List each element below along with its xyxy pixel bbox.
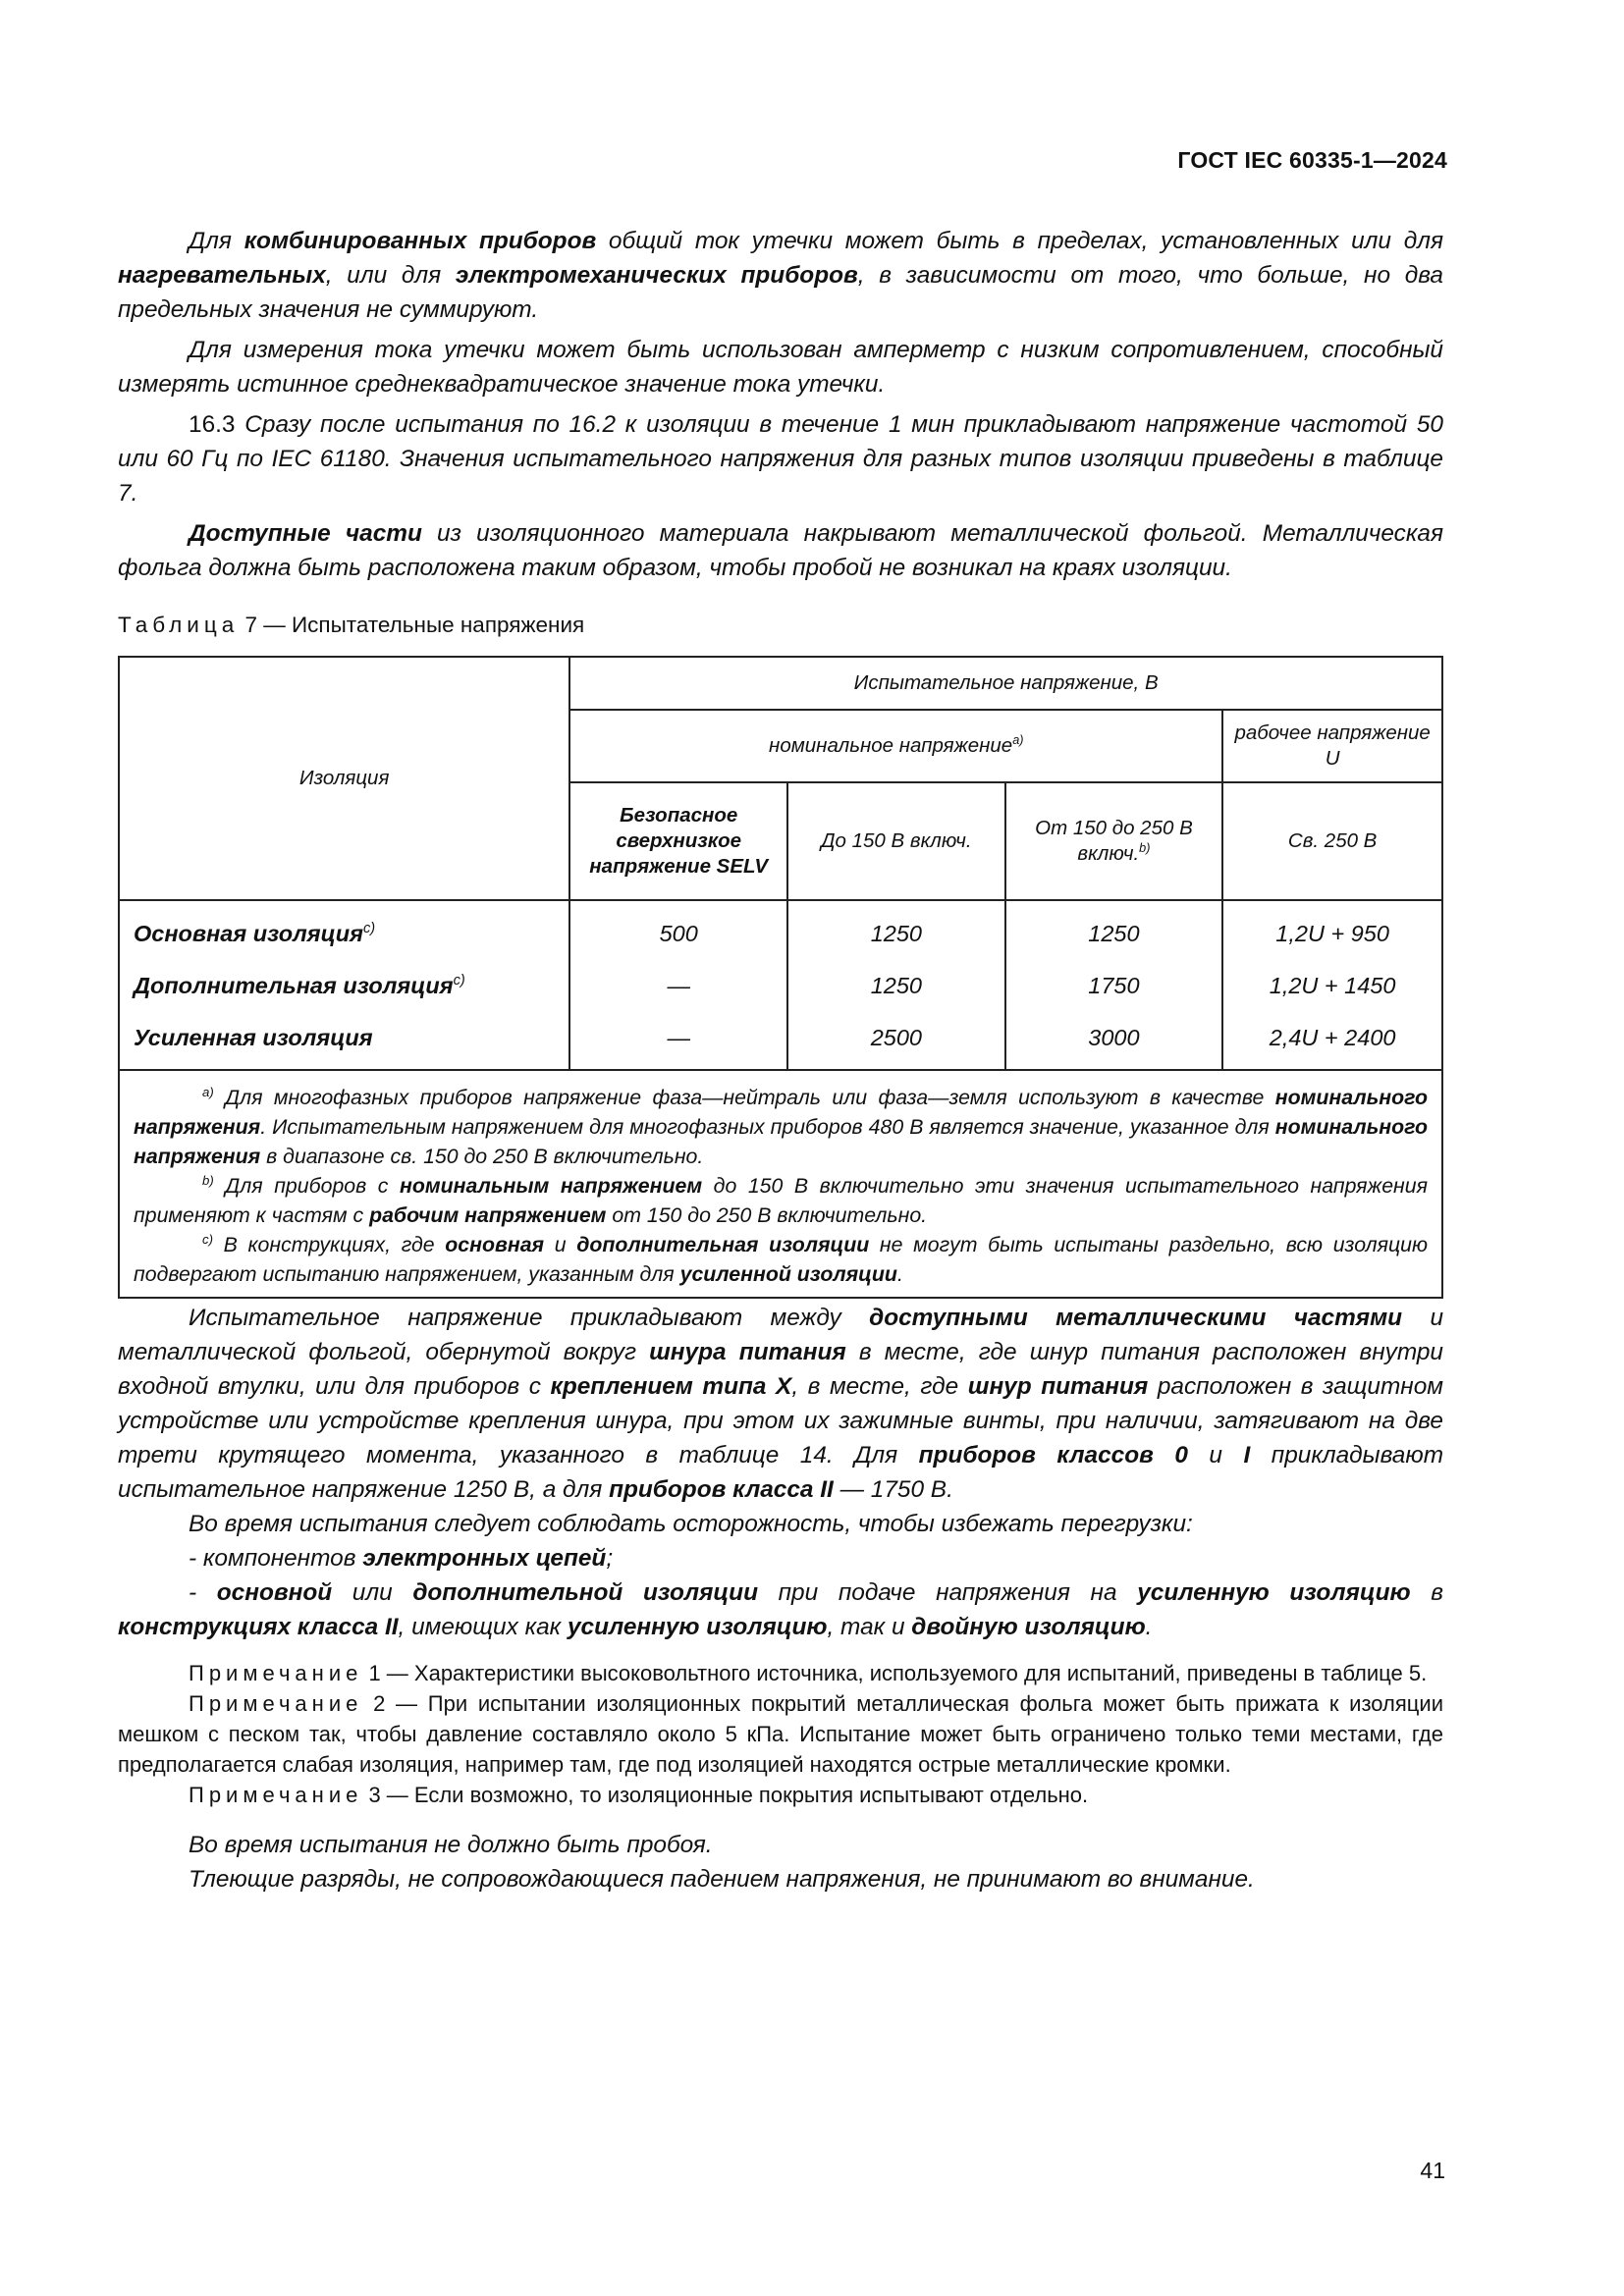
paragraph-test-voltage-application: Испытательное напряжение прикладывают между доступными металлическими частями и металлической фольгой, обернутой вокруг шнура питания в месте, где шнур питания расположен внутри входной втулки, или для приборов с креплением типа X, в месте, где шнур питания расположен в защитном устройстве или устройстве крепления шнура, при этом их зажимные винты, при наличии, затягивают на две трети крутящего момента, указанного в таблице 14. Для приборов классов 0 и I прикладывают испытательное напряжение 1250 В, а для приборов класса II — 1750 В. <box>118 1305 1444 1503</box>
header-test-voltage: Испытательное напряжение, В <box>569 657 1442 710</box>
cell-150-250: 1750 <box>1005 960 1223 1012</box>
table-row <box>119 900 1442 960</box>
paragraph-accessible-parts: Доступные части из изоляционного материала накрывают металлической фольгой. Металлическая фольга должна быть расположена таким образом, чтобы пробой не возникал на краях изоляции. <box>118 520 1443 581</box>
table-caption: Таблица 7 — Испытательные напряжения <box>118 613 585 637</box>
header-insulation: Изоляция <box>119 657 569 900</box>
paragraph-no-breakdown: Во время испытания не должно быть пробоя. <box>189 1832 713 1858</box>
table-footnotes <box>119 1070 1442 1298</box>
note-1: Примечание 1 — Характеристики высоковольтного источника, используемого для испытаний, приведены в таблице 5. <box>189 1661 1428 1685</box>
paragraph-combined-appliances: Для комбинированных приборов общий ток утечки может быть в пределах, установленных или для нагревательных, или для электромеханических приборов, в зависимости от того, что больше, но два предельных значения не суммируют. <box>118 228 1444 323</box>
paragraph-ammeter: Для измерения тока утечки может быть использован амперметр с низким сопротивлением, способный измерять истинное среднеквадратическое значение тока утечки. <box>118 337 1443 398</box>
note-3: Примечание 3 — Если возможно, то изоляционные покрытия испытывают отдельно. <box>189 1783 1089 1807</box>
test-voltage-table <box>118 656 1443 1299</box>
list-item-electronic-circuits: - компонентов электронных цепей; <box>189 1545 614 1572</box>
header-selv: Безопасное сверхнизкое напряжение SELV <box>569 782 787 900</box>
header-working-voltage: рабочее напряжение U <box>1222 710 1442 782</box>
row-label: Усиленная изоляция <box>119 1012 569 1070</box>
page-number: 41 <box>1420 2158 1445 2183</box>
cell-up-to-150: 1250 <box>787 900 1005 960</box>
after-table-text <box>118 1301 1443 1896</box>
table-row <box>119 1012 1442 1070</box>
paragraph-16-3: 16.3 Сразу после испытания по 16.2 к изоляции в течение 1 мин прикладывают напряжение частотой 50 или 60 Гц по IEC 61180. Значения испытательного напряжения для разных типов изоляции приведены в таблице 7. <box>118 411 1443 507</box>
cell-selv: — <box>569 1012 787 1070</box>
cell-up-to-150: 2500 <box>787 1012 1005 1070</box>
header-150-250: От 150 до 250 В включ.$^{b)}$ <box>1005 782 1223 900</box>
header-up-to-150: До 150 В включ. <box>787 782 1005 900</box>
cell-150-250: 1250 <box>1005 900 1223 960</box>
paragraph-caution: Во время испытания следует соблюдать осторожность, чтобы избежать перегрузки: <box>189 1511 1193 1537</box>
paragraph-glow-discharges: Тлеющие разряды, не сопровождающиеся падением напряжения, не принимают во внимание. <box>189 1866 1255 1893</box>
list-item-insulation: - основной или дополнительной изоляции при подаче напряжения на усиленную изоляцию в конструкциях класса II, имеющих как усиленную изоляцию, так и двойную изоляцию. <box>118 1579 1443 1640</box>
footnote-b: $^{b)}$ Для приборов с номинальным напряжением до 150 В включительно эти значения испытательного напряжения применяют к частям с рабочим напряжением от 150 до 250 В включительно. <box>134 1172 1428 1227</box>
document-header: ГОСТ IEC 60335-1—2024 <box>1177 147 1447 173</box>
header-rated-voltage: номинальное напряжение$^{a)}$ <box>569 710 1222 782</box>
cell-selv: — <box>569 960 787 1012</box>
cell-over-250: 2,4U + 2400 <box>1222 1012 1442 1070</box>
intro-text <box>118 224 1443 585</box>
cell-up-to-150: 1250 <box>787 960 1005 1012</box>
row-label: Дополнительная изоляция$^{c)}$ <box>119 960 569 1012</box>
footnote-c: $^{c)}$ В конструкциях, где основная и дополнительная изоляции не могут быть испытаны раздельно, всю изоляцию подвергают испытанию напряжением, указанным для усиленной изоляции. <box>134 1231 1428 1286</box>
cell-over-250: 1,2U + 1450 <box>1222 960 1442 1012</box>
cell-over-250: 1,2U + 950 <box>1222 900 1442 960</box>
table-row <box>119 960 1442 1012</box>
header-over-250: Св. 250 В <box>1222 782 1442 900</box>
row-label: Основная изоляция$^{c)}$ <box>119 900 569 960</box>
cell-selv: 500 <box>569 900 787 960</box>
note-2: Примечание 2 — При испытании изоляционных покрытий металлическая фольга может быть прижата к изоляции мешком с песком так, чтобы давление составляло около 5 кПа. Испытание может быть ограничено только теми местами, где предполагается слабая изоляция, например там, где под изоляцией находятся острые металлические кромки. <box>118 1691 1443 1777</box>
cell-150-250: 3000 <box>1005 1012 1223 1070</box>
footnote-a: $^{a)}$ Для многофазных приборов напряжение фаза—нейтраль или фаза—земля используют в качестве номинального напряжения. Испытательным напряжением для многофазных приборов 480 В является значение, указанное для номинального напряжения в диапазоне св. 150 до 250 В включительно. <box>134 1084 1428 1168</box>
